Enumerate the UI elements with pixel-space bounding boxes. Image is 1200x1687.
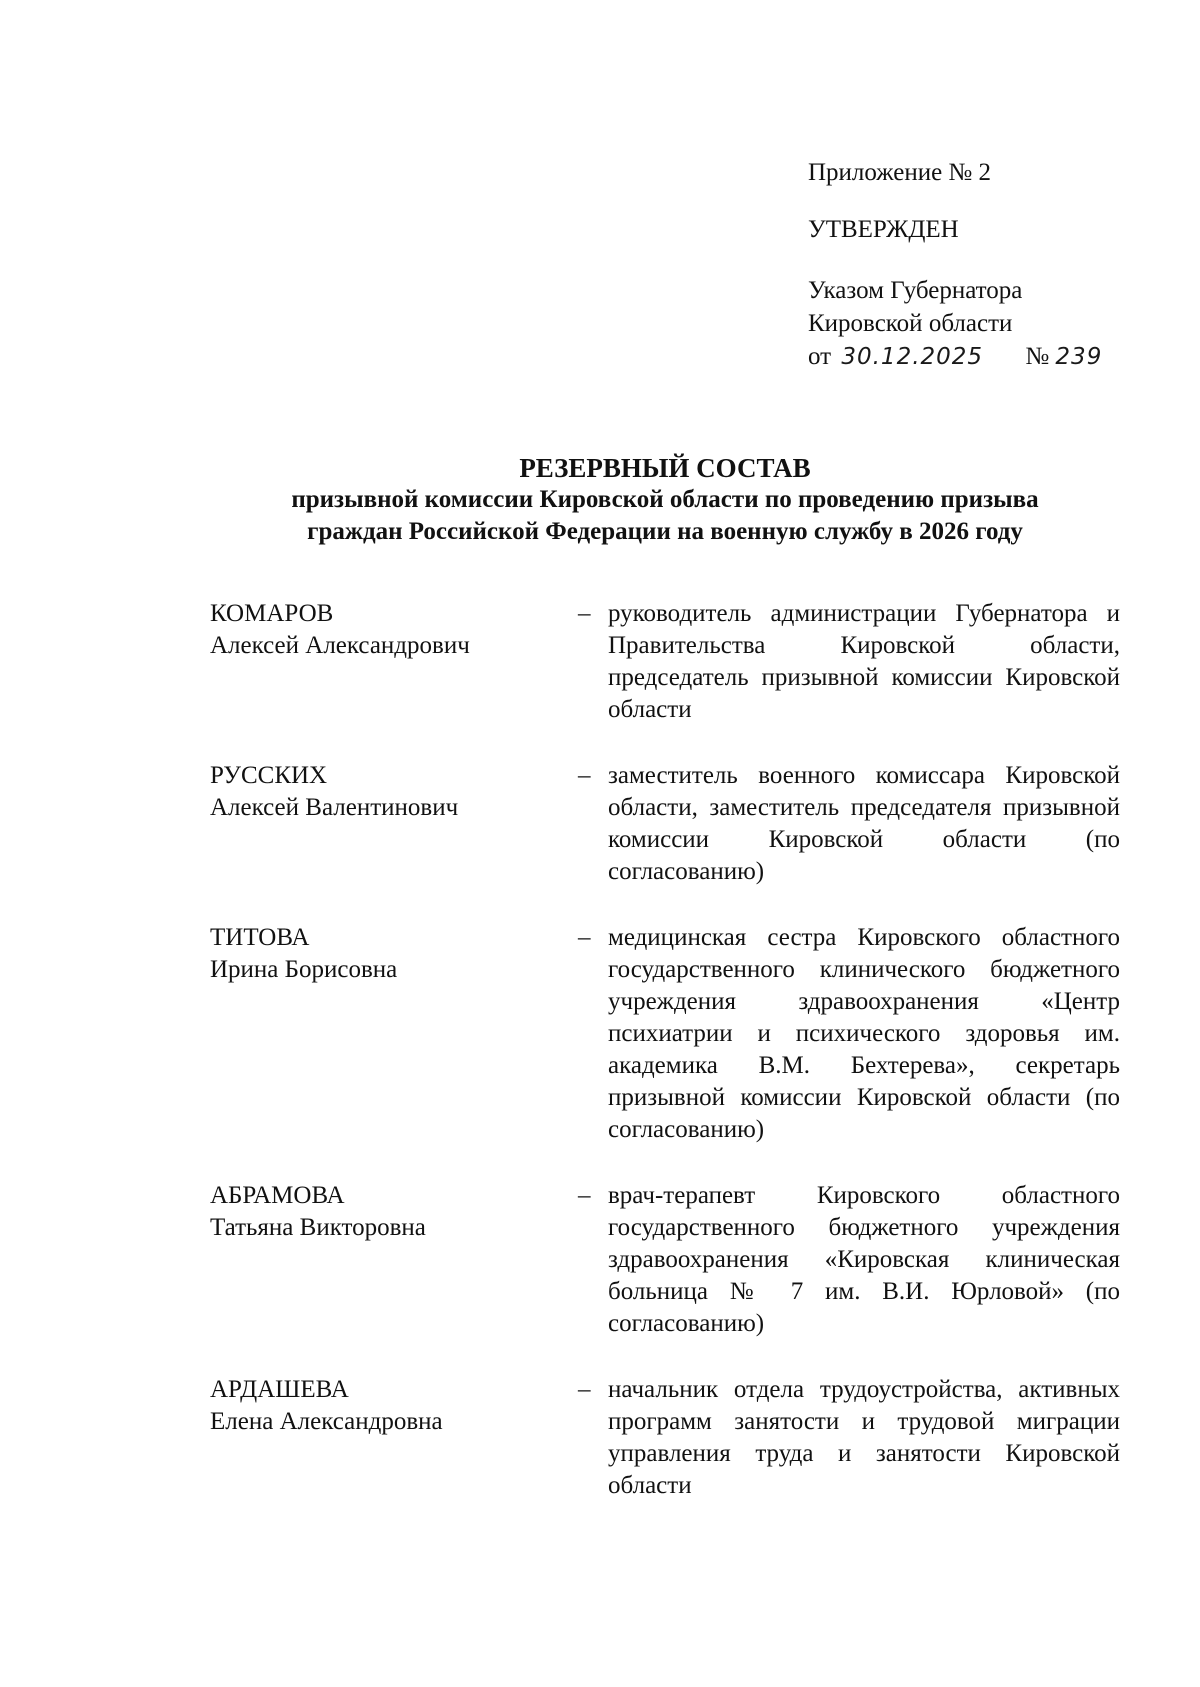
dash-separator: – (578, 762, 591, 789)
title-main: РЕЗЕРВНЫЙ СОСТАВ (519, 453, 811, 483)
member-given-names: Алексей Александрович (210, 632, 470, 659)
dash-separator: – (578, 1182, 591, 1209)
appendix-label: Приложение № 2 (808, 159, 992, 186)
member-name (210, 922, 578, 1146)
title-line3: граждан Российской Федерации на военную службу в 2026 году (307, 518, 1023, 545)
document-title (150, 452, 1180, 548)
member-surname: КОМАРОВ (210, 600, 334, 627)
member-entry (210, 1180, 1120, 1340)
approved-by-line1: Указом Губернатора (808, 277, 1023, 304)
member-position: руководитель администрации Губернатора и Правительства Кировской области, председатель призывной комиссии Кировской области (608, 600, 1120, 723)
member-entry (210, 760, 1120, 888)
dash-separator: – (578, 600, 591, 627)
member-given-names: Ирина Борисовна (210, 956, 398, 983)
member-name (210, 598, 578, 726)
title-line2: призывной комиссии Кировской области по проведению призыва (291, 486, 1039, 513)
approval-stamp (808, 156, 1102, 374)
dash-separator: – (578, 924, 591, 951)
member-given-names: Алексей Валентинович (210, 794, 459, 821)
dash-separator: – (578, 1376, 591, 1403)
decree-date-number (808, 340, 1102, 374)
member-name (210, 1374, 578, 1502)
member-given-names: Татьяна Викторовна (210, 1214, 426, 1241)
member-position: начальник отдела трудоустройства, активных программ занятости и трудовой миграции управления труда и занятости Кировской области (608, 1376, 1120, 1499)
member-entry (210, 1374, 1120, 1502)
member-surname: АБРАМОВА (210, 1182, 345, 1209)
number-prefix: № (1025, 343, 1050, 370)
member-name (210, 1180, 578, 1340)
member-entry (210, 922, 1120, 1146)
member-given-names: Елена Александровна (210, 1408, 443, 1435)
handwritten-date: 30.12.2025 (841, 344, 984, 370)
members-list (210, 598, 1120, 1536)
member-surname: АРДАШЕВА (210, 1376, 349, 1403)
member-name (210, 760, 578, 888)
member-position: заместитель военного комиссара Кировской области, заместитель председателя призывной комиссии Кировской области (по согласованию) (608, 762, 1120, 885)
handwritten-number: 239 (1055, 344, 1103, 370)
member-entry (210, 598, 1120, 726)
member-position: врач-терапевт Кировского областного государственного бюджетного учреждения здравоохранения «Кировская клиническая больница № 7 им. В.И. Юрловой» (по согласованию) (608, 1182, 1120, 1337)
date-prefix: от (808, 343, 832, 370)
member-surname: РУССКИХ (210, 762, 328, 789)
member-position: медицинская сестра Кировского областного государственного клинического бюджетного учреждения здравоохранения «Центр психиатрии и психического здоровья им. академика В.М. Бехтерева», секретарь призывной комиссии Кировской области (по согласованию) (608, 924, 1120, 1143)
member-surname: ТИТОВА (210, 924, 310, 951)
approved-label: УТВЕРЖДЕН (808, 216, 959, 243)
approved-by-line2: Кировской области (808, 310, 1013, 337)
